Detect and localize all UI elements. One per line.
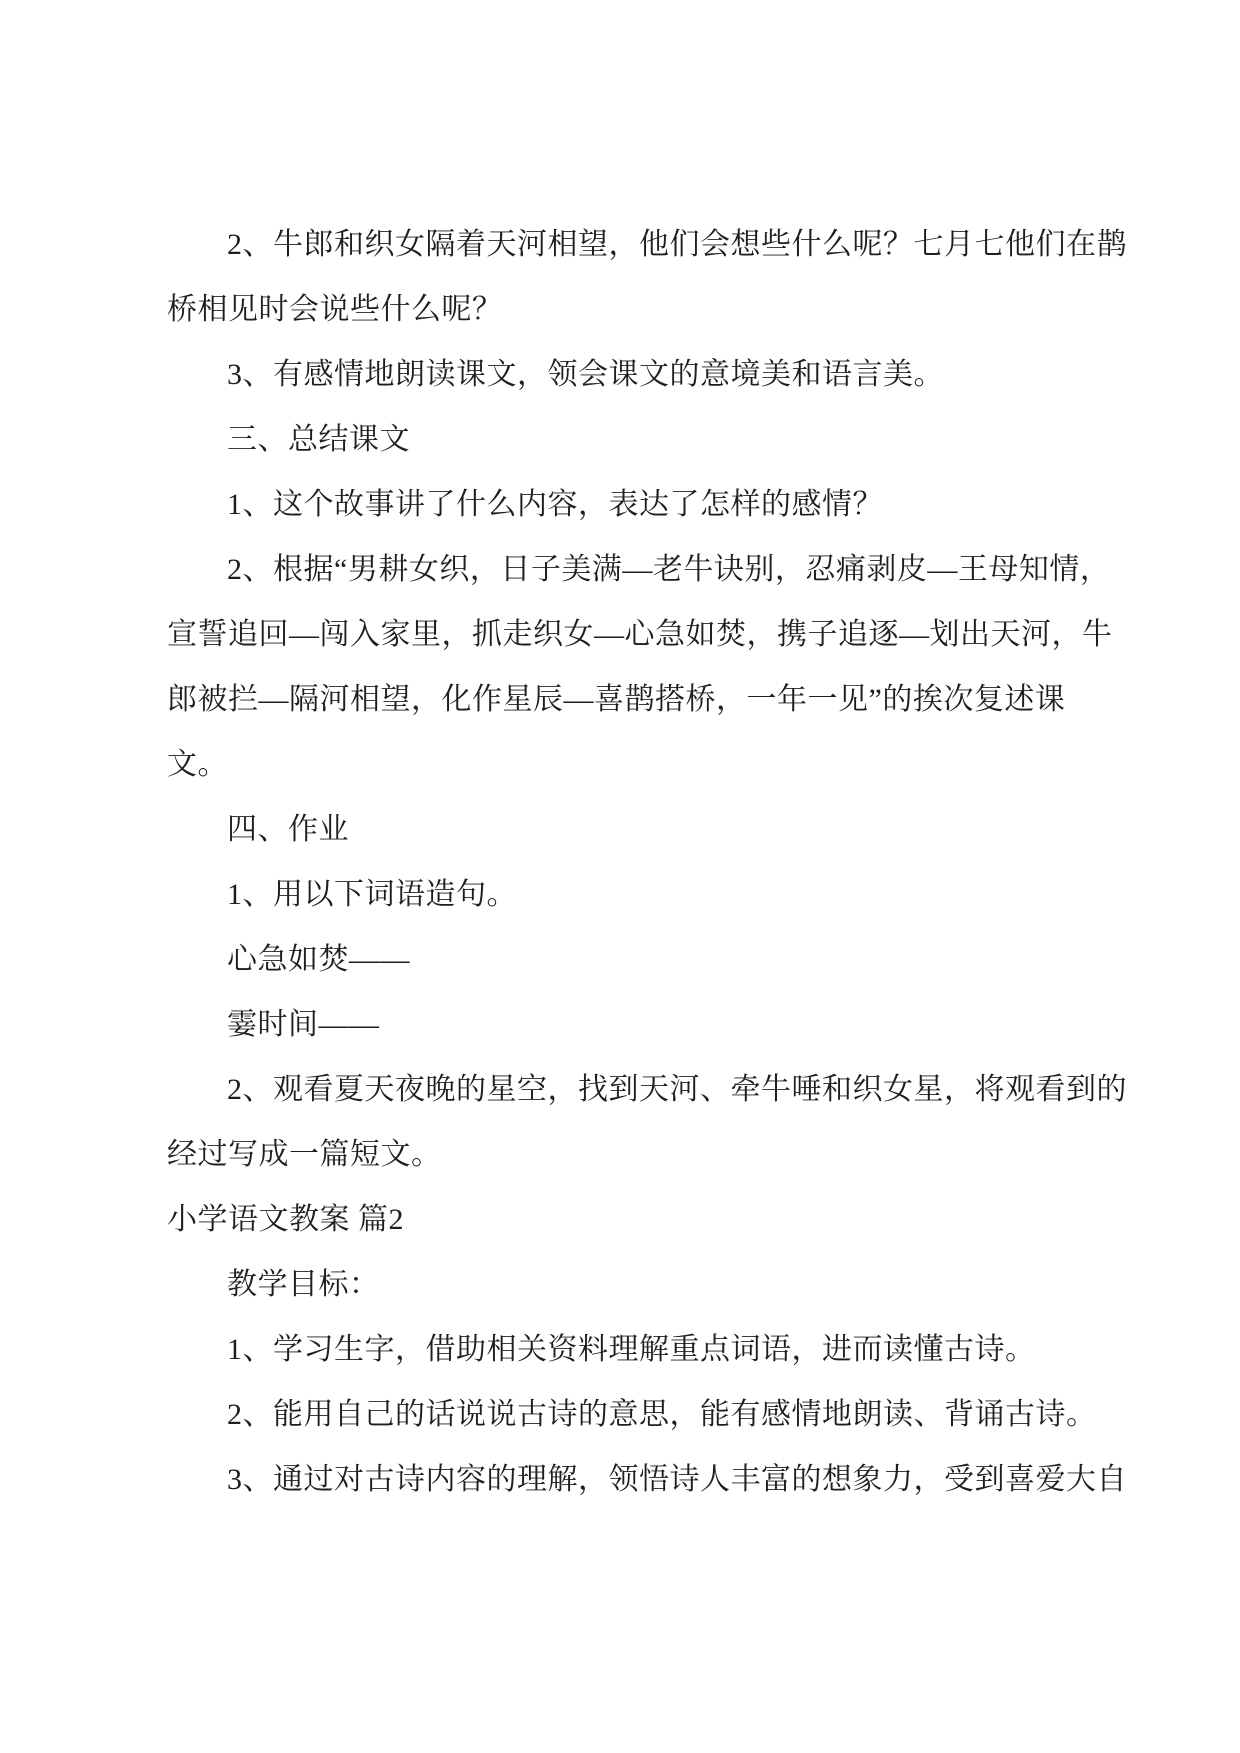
text-line: 2、牛郎和织女隔着天河相望，他们会想些什么呢？七月七他们在鹊 — [227, 228, 1127, 261]
text-line: 1、用以下词语造句。 — [227, 878, 517, 911]
text-line: 三、总结课文 — [227, 423, 410, 456]
text-line: 郎被拦—隔河相望，化作星辰—喜鹊搭桥，一年一见”的挨次复述课 — [167, 683, 1066, 716]
text-line: 1、学习生字，借助相关资料理解重点词语，进而读懂古诗。 — [227, 1333, 1036, 1366]
text-line: 2、能用自己的话说说古诗的意思，能有感情地朗读、背诵古诗。 — [227, 1398, 1097, 1431]
text-line: 3、通过对古诗内容的理解，领悟诗人丰富的想象力，受到喜爱大自 — [227, 1463, 1127, 1496]
text-line: 四、作业 — [227, 813, 349, 846]
text-line: 经过写成一篇短文。 — [167, 1138, 442, 1171]
text-line: 2、根据“男耕女织，日子美满—老牛诀别，忍痛剥皮—王母知情， — [227, 553, 1111, 586]
text-line: 2、观看夏天夜晚的星空，找到天河、牵牛唾和织女星，将观看到的 — [227, 1073, 1127, 1106]
text-line: 心急如焚—— — [227, 943, 410, 976]
text-line: 宣誓追回—闯入家里，抓走织女—心急如焚，携子追逐—划出天河，牛 — [167, 618, 1113, 651]
text-line: 教学目标： — [227, 1268, 380, 1301]
document-text-body — [167, 212, 1127, 1512]
text-line: 霎时间—— — [227, 1008, 380, 1041]
text-line: 3、有感情地朗读课文，领会课文的意境美和语言美。 — [227, 358, 944, 391]
text-line: 文。 — [167, 748, 228, 781]
text-line: 小学语文教案 篇2 — [167, 1203, 404, 1236]
text-line: 桥相见时会说些什么呢？ — [167, 293, 503, 326]
text-line: 1、这个故事讲了什么内容，表达了怎样的感情？ — [227, 488, 883, 521]
